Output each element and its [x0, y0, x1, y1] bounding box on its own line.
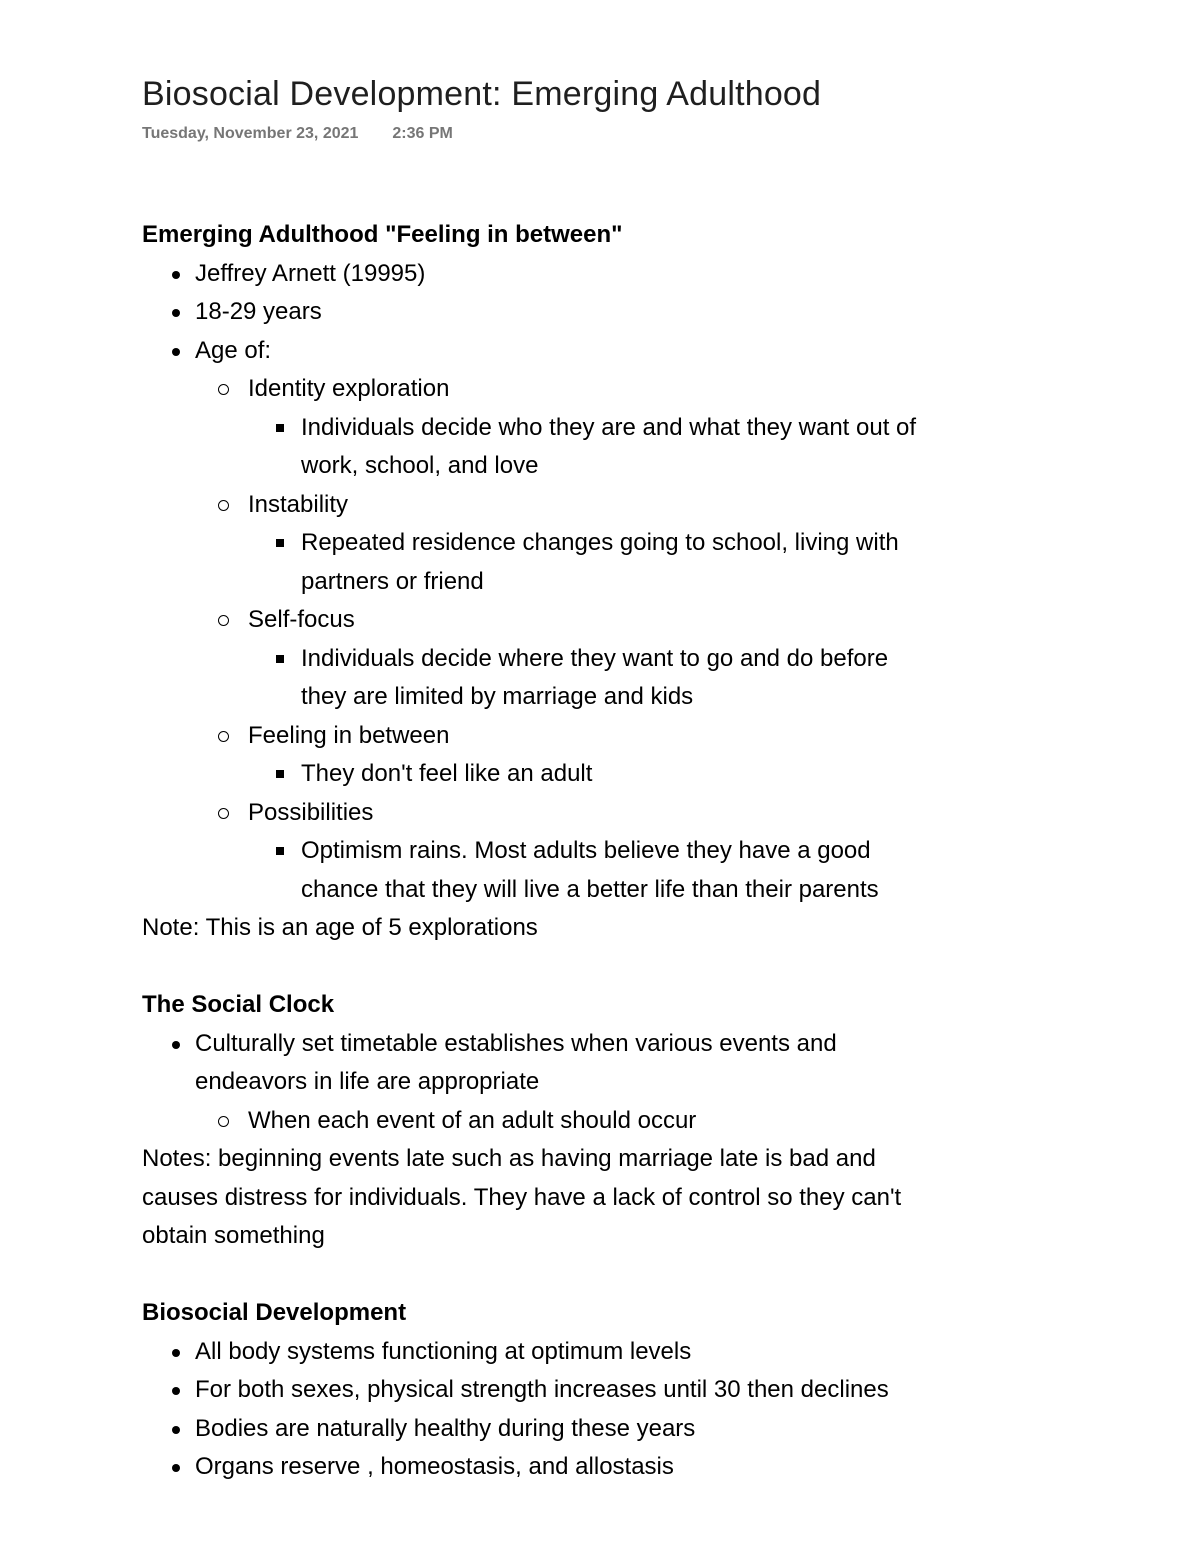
list-item: They don't feel like an adult [142, 755, 1082, 794]
bullet-circle-icon [214, 486, 234, 525]
list-item: Possibilities [142, 794, 1082, 833]
note-page [142, 70, 1082, 1487]
bullet-square-icon [272, 832, 292, 871]
bullet-dot-icon [168, 255, 188, 294]
page-timestamp [142, 122, 1082, 146]
list-item: Self-focus [142, 601, 1082, 640]
bullet-circle-icon [214, 794, 234, 833]
bullet-square-icon [272, 755, 292, 794]
section-heading: Emerging Adulthood "Feeling in between" [142, 221, 623, 248]
section-biosocial-development [142, 1294, 1082, 1487]
section-note: Notes: beginning events late such as having marriage late is bad and causes distress for individuals. They have a lack of control so they can't obtain something [142, 1145, 902, 1249]
section-emerging-adulthood [142, 216, 1082, 948]
bullet-square-icon [272, 640, 292, 679]
list-item: Organs reserve , homeostasis, and allostasis [142, 1448, 1082, 1487]
list-item-continuation: work, school, and love [301, 452, 539, 479]
list-item: Bodies are naturally healthy during these years [142, 1410, 1082, 1449]
bullet-dot-icon [168, 293, 188, 332]
section-social-clock [142, 986, 1082, 1256]
list-item: Optimism rains. Most adults believe they have a good [142, 832, 1082, 871]
bullet-dot-icon [168, 1025, 188, 1064]
page-date: Tuesday, November 23, 2021 [142, 125, 359, 142]
page-title: Biosocial Development: Emerging Adulthood [142, 75, 822, 113]
section-heading: The Social Clock [142, 991, 335, 1018]
list-item: For both sexes, physical strength increases until 30 then declines [142, 1371, 1082, 1410]
list-item: Culturally set timetable establishes when various events and [142, 1025, 1082, 1064]
list-item: Jeffrey Arnett (19995) [142, 255, 1082, 294]
bullet-dot-icon [168, 1333, 188, 1372]
list-item: Feeling in between [142, 717, 1082, 756]
list-item: Individuals decide who they are and what they want out of [142, 409, 1082, 448]
bullet-square-icon [272, 409, 292, 448]
bullet-dot-icon [168, 332, 188, 371]
list-item-continuation: partners or friend [301, 567, 484, 595]
list-item: All body systems functioning at optimum levels [142, 1333, 1082, 1372]
bullet-circle-icon [214, 601, 234, 640]
list-item: Individuals decide where they want to go and do before [142, 640, 1082, 679]
bullet-circle-icon [214, 370, 234, 409]
list-item: Instability [142, 486, 1082, 525]
list-item: Age of: [142, 332, 1082, 371]
list-item-continuation: endeavors in life are appropriate [195, 1068, 540, 1095]
bullet-dot-icon [168, 1371, 188, 1410]
bullet-dot-icon [168, 1448, 188, 1487]
list-item: Identity exploration [142, 370, 1082, 409]
section-heading: Biosocial Development [142, 1299, 407, 1326]
list-item: When each event of an adult should occur [142, 1102, 1082, 1141]
bullet-square-icon [272, 524, 292, 563]
list-item-continuation: chance that they will live a better life than their parents [301, 875, 879, 903]
list-item-continuation: they are limited by marriage and kids [301, 683, 694, 710]
page-time: 2:36 PM [392, 125, 453, 142]
bullet-circle-icon [214, 717, 234, 756]
section-note: Note: This is an age of 5 explorations [142, 914, 538, 941]
bullet-circle-icon [214, 1102, 234, 1141]
list-item: 18-29 years [142, 293, 1082, 332]
list-item: Repeated residence changes going to school, living with [142, 524, 1082, 563]
bullet-dot-icon [168, 1410, 188, 1449]
